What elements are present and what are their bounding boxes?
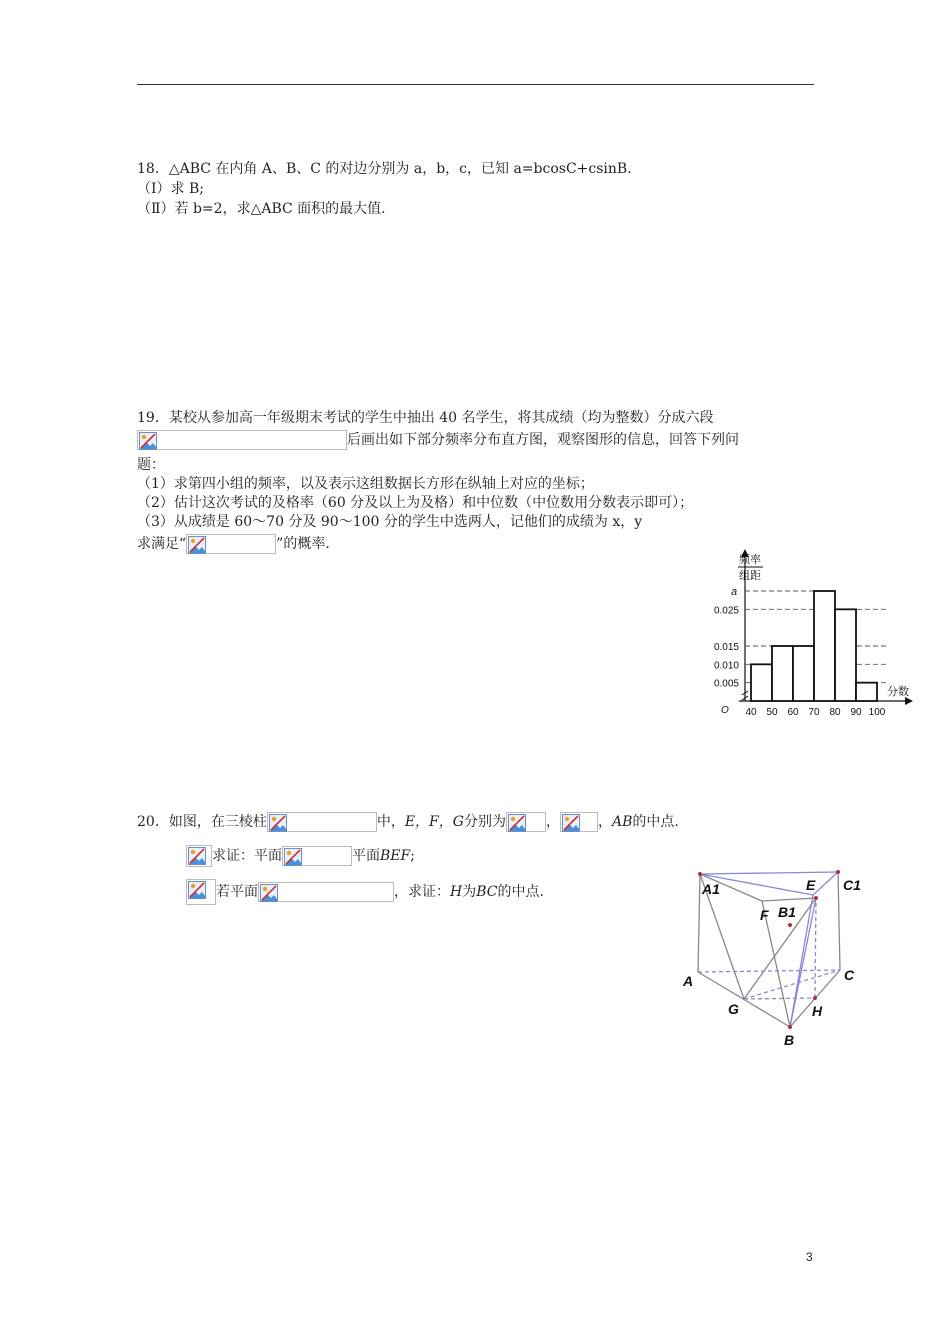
histogram-bar-90-100 bbox=[856, 683, 877, 701]
q20-line1-e: AB bbox=[611, 814, 633, 830]
q20-line3-b: ，求证： bbox=[394, 884, 450, 900]
edge-b1-c1 bbox=[813, 872, 838, 895]
q20-line2-a: 求证：平面 bbox=[212, 848, 282, 864]
q20-line2-c: BEF bbox=[380, 848, 411, 864]
q20-line1-f: 的中点. bbox=[632, 814, 679, 830]
q20-line1-a: 20．如图，在三棱柱 bbox=[137, 814, 267, 830]
broken-image-icon bbox=[186, 534, 276, 554]
q20-line3-f: 的中点. bbox=[497, 884, 544, 900]
q20-line3 bbox=[186, 879, 544, 905]
x-tick-label: 80 bbox=[829, 707, 841, 718]
q19-line7-after: ”的概率. bbox=[276, 536, 330, 552]
x-tick-label: 40 bbox=[745, 707, 757, 718]
q20-line1-b: 中， bbox=[376, 814, 405, 830]
segment-g-c bbox=[744, 970, 840, 999]
q20-line3-a: 若平面 bbox=[216, 884, 258, 900]
segment-g-h bbox=[744, 998, 815, 999]
q20-line1-c: E，F，G bbox=[404, 814, 464, 830]
q20-comma1: ， bbox=[545, 814, 560, 830]
histogram-bar-60-70 bbox=[793, 646, 814, 701]
edge-a1-a bbox=[698, 874, 700, 972]
x-axis-label: 分数 bbox=[887, 686, 909, 698]
q18-line3: （Ⅱ）若 b=2，求△ABC 面积的最大值. bbox=[137, 201, 386, 217]
q19-line6: （3）从成绩是 60～70 分及 90～100 分的学生中选两人，记他们的成绩为 x，y bbox=[137, 514, 643, 530]
q19-line3: 题： bbox=[137, 457, 165, 473]
edge-a1-c1 bbox=[700, 872, 838, 874]
point-b bbox=[788, 1025, 792, 1029]
q19-line4: （1）求第四小组的频率，以及表示这组数据长方形在纵轴上对应的坐标； bbox=[137, 476, 594, 492]
frequency-histogram bbox=[695, 545, 915, 725]
q20-comma2: ， bbox=[597, 814, 612, 830]
origin-label: O bbox=[721, 705, 729, 716]
point-h bbox=[813, 996, 817, 1000]
q20-line2-b: 平面 bbox=[352, 848, 380, 864]
histogram-bar-40-50 bbox=[751, 664, 772, 701]
q20-line3-e: BC bbox=[476, 884, 498, 900]
x-tick-label: 50 bbox=[766, 707, 778, 718]
point-b1-mark bbox=[788, 923, 792, 927]
page-number: 3 bbox=[806, 1250, 813, 1264]
y-tick-label: 0.015 bbox=[713, 642, 739, 653]
histogram-bar-50-60 bbox=[772, 646, 793, 701]
q20-line3-c: H bbox=[450, 884, 463, 900]
x-axis-arrow bbox=[905, 697, 913, 705]
segment-h-e bbox=[815, 898, 816, 998]
q20-line1-d: 分别为 bbox=[463, 814, 506, 830]
histogram-bar-80-90 bbox=[835, 609, 856, 701]
broken-image-icon bbox=[560, 812, 598, 832]
point-a1 bbox=[698, 872, 702, 876]
broken-image-icon bbox=[137, 430, 347, 450]
q19-line5: （2）估计这次考试的及格率（60 分及以上为及格）和中位数（中位数用分数表示即可）； bbox=[137, 495, 694, 511]
point-e bbox=[814, 896, 818, 900]
y-label-top: 频率 bbox=[739, 554, 761, 566]
q20-line2 bbox=[186, 845, 415, 867]
y-tick-label: 0.025 bbox=[713, 605, 739, 617]
label-c: C bbox=[844, 967, 855, 983]
q19-line2 bbox=[137, 430, 739, 450]
segment-f-e bbox=[762, 898, 816, 901]
edge-c1-c bbox=[838, 872, 840, 970]
broken-image-icon bbox=[506, 812, 546, 832]
q20-line3-d: 为 bbox=[462, 884, 477, 900]
q19-line2-text: 后画出如下部分频率分布直方图，观察图形的信息，回答下列问 bbox=[347, 432, 739, 448]
prism-figure bbox=[678, 862, 878, 1057]
y-tick-label: 0.005 bbox=[713, 678, 739, 690]
label-h: H bbox=[812, 1003, 823, 1019]
label-a1: A1 bbox=[702, 881, 720, 897]
q18-line2: （Ⅰ）求 B; bbox=[137, 181, 204, 197]
q19-line7 bbox=[137, 534, 330, 554]
x-tick-label: 70 bbox=[808, 707, 820, 718]
label-b: B bbox=[784, 1032, 795, 1048]
y-tick-label-a: a bbox=[731, 586, 738, 598]
y-tick-label: 0.010 bbox=[713, 660, 739, 672]
q20-line1 bbox=[137, 812, 679, 832]
x-tick-label: 100 bbox=[868, 707, 886, 718]
q18-line1: 18．△ABC 在内角 A、B、C 的对边分别为 a，b，c，已知 a=bcosC+csinB. bbox=[137, 161, 632, 177]
broken-image-icon bbox=[258, 882, 394, 902]
q19-line1: 19．某校从参加高一年级期末考试的学生中抽出 40 名学生，将其成绩（均为整数）分成六段 bbox=[137, 410, 714, 426]
header-rule bbox=[137, 84, 814, 85]
label-g: G bbox=[728, 1001, 739, 1017]
label-f: F bbox=[760, 907, 769, 923]
x-tick-label: 90 bbox=[850, 707, 862, 718]
point-c1 bbox=[836, 870, 840, 874]
y-label-bottom: 组距 bbox=[739, 570, 761, 582]
x-tick-label: 60 bbox=[787, 707, 799, 718]
histogram-bar-70-80 bbox=[814, 591, 835, 701]
broken-image-icon bbox=[186, 879, 216, 905]
broken-image-icon bbox=[267, 812, 377, 832]
edge-a-b bbox=[698, 972, 790, 1027]
broken-image-icon bbox=[282, 846, 352, 866]
label-e: E bbox=[806, 877, 816, 893]
label-a: A bbox=[683, 973, 694, 989]
edge-a-c bbox=[698, 970, 840, 972]
label-c1: C1 bbox=[843, 877, 861, 893]
q19-line7-before: 求满足“ bbox=[137, 536, 187, 552]
q20-line2-d: ; bbox=[410, 848, 415, 864]
broken-image-icon bbox=[186, 845, 212, 867]
label-b1: B1 bbox=[778, 904, 796, 920]
